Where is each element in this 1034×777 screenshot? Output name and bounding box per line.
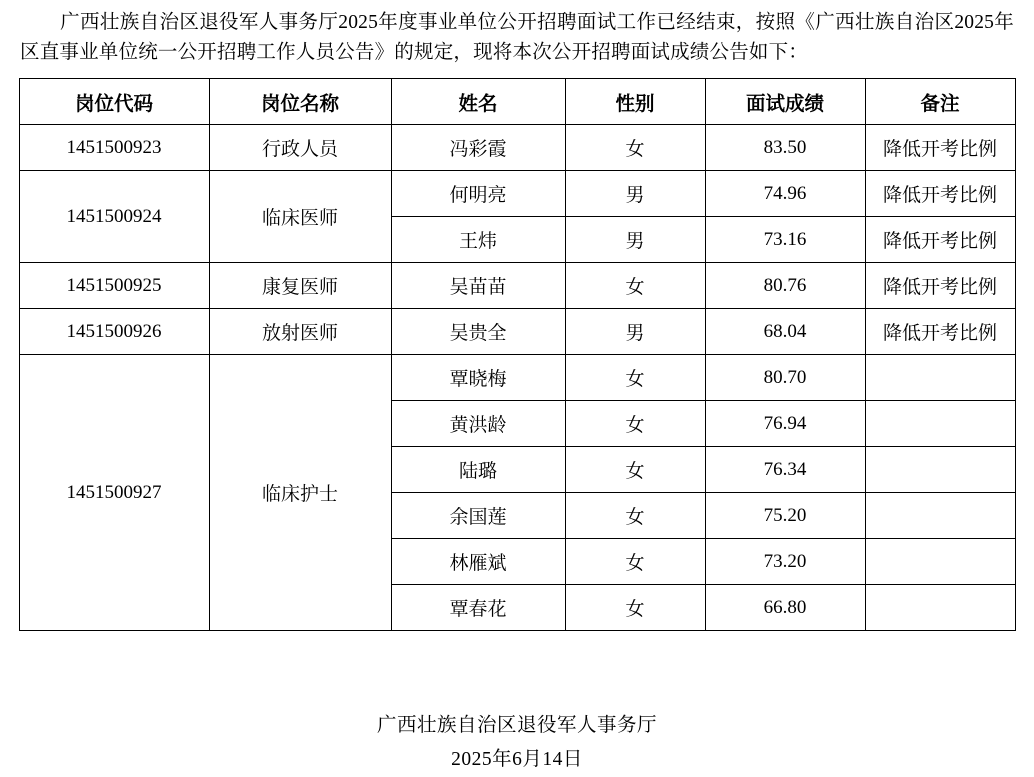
cell-score: 83.50 <box>705 125 865 171</box>
cell-gender: 男 <box>565 309 705 355</box>
cell-position-code: 1451500926 <box>19 309 209 355</box>
table-row <box>19 355 1015 401</box>
cell-note <box>865 401 1015 447</box>
cell-person-name: 覃晓梅 <box>391 355 565 401</box>
column-header-note: 备注 <box>865 79 1015 125</box>
signature-organization: 广西壮族自治区退役军人事务厅 <box>376 715 657 736</box>
cell-score: 74.96 <box>705 171 865 217</box>
cell-position-code: 1451500925 <box>19 263 209 309</box>
cell-note <box>865 447 1015 493</box>
cell-person-name: 王炜 <box>391 217 565 263</box>
cell-gender: 女 <box>565 539 705 585</box>
cell-note <box>865 355 1015 401</box>
cell-gender: 女 <box>565 263 705 309</box>
table-row <box>19 125 1015 171</box>
cell-person-name: 冯彩霞 <box>391 125 565 171</box>
column-header-gender: 性别 <box>565 79 705 125</box>
cell-person-name: 黄洪龄 <box>391 401 565 447</box>
document-page <box>0 8 1034 770</box>
cell-position-code: 1451500927 <box>19 355 209 631</box>
column-header-position: 岗位名称 <box>209 79 391 125</box>
cell-person-name: 覃春花 <box>391 585 565 631</box>
cell-score: 66.80 <box>705 585 865 631</box>
table-header-row <box>19 79 1015 125</box>
table-row <box>19 263 1015 309</box>
cell-position-name: 放射医师 <box>209 309 391 355</box>
cell-gender: 女 <box>565 447 705 493</box>
cell-person-name: 林雁斌 <box>391 539 565 585</box>
cell-note: 降低开考比例 <box>865 125 1015 171</box>
signature-block <box>18 709 1016 777</box>
table-row <box>19 309 1015 355</box>
cell-gender: 女 <box>565 401 705 447</box>
cell-score: 80.76 <box>705 263 865 309</box>
cell-note <box>865 493 1015 539</box>
cell-person-name: 陆璐 <box>391 447 565 493</box>
cell-gender: 女 <box>565 355 705 401</box>
table-row <box>19 171 1015 217</box>
cell-position-code: 1451500924 <box>19 171 209 263</box>
cell-gender: 男 <box>565 217 705 263</box>
cell-position-name: 康复医师 <box>209 263 391 309</box>
column-header-score: 面试成绩 <box>705 79 865 125</box>
cell-score: 68.04 <box>705 309 865 355</box>
cell-score: 80.70 <box>705 355 865 401</box>
cell-note: 降低开考比例 <box>865 263 1015 309</box>
cell-note: 降低开考比例 <box>865 309 1015 355</box>
cell-person-name: 吴贵全 <box>391 309 565 355</box>
cell-gender: 女 <box>565 125 705 171</box>
table-header <box>19 79 1015 125</box>
cell-note <box>865 539 1015 585</box>
cell-note: 降低开考比例 <box>865 171 1015 217</box>
cell-note: 降低开考比例 <box>865 217 1015 263</box>
cell-position-name: 临床医师 <box>209 171 391 263</box>
cell-score: 73.20 <box>705 539 865 585</box>
cell-person-name: 吴苗苗 <box>391 263 565 309</box>
cell-score: 75.20 <box>705 493 865 539</box>
cell-gender: 女 <box>565 585 705 631</box>
column-header-code: 岗位代码 <box>19 79 209 125</box>
cell-person-name: 余国莲 <box>391 493 565 539</box>
interview-score-table <box>19 78 1016 631</box>
intro-paragraph <box>18 8 1016 68</box>
signature-date: 2025年6月14日 <box>451 749 583 770</box>
cell-score: 76.94 <box>705 401 865 447</box>
cell-gender: 女 <box>565 493 705 539</box>
cell-gender: 男 <box>565 171 705 217</box>
table-body <box>19 125 1015 631</box>
cell-note <box>865 585 1015 631</box>
column-header-person-name: 姓名 <box>391 79 565 125</box>
cell-score: 73.16 <box>705 217 865 263</box>
cell-position-code: 1451500923 <box>19 125 209 171</box>
cell-position-name: 行政人员 <box>209 125 391 171</box>
cell-score: 76.34 <box>705 447 865 493</box>
cell-position-name: 临床护士 <box>209 355 391 631</box>
cell-person-name: 何明亮 <box>391 171 565 217</box>
intro-text: 广西壮族自治区退役军人事务厅2025年度事业单位公开招聘面试工作已经结束，按照《广西壮族自治区2025年区直事业单位统一公开招聘工作人员公告》的规定，现将本次公开招聘面试成绩公告如下： <box>20 12 1014 63</box>
